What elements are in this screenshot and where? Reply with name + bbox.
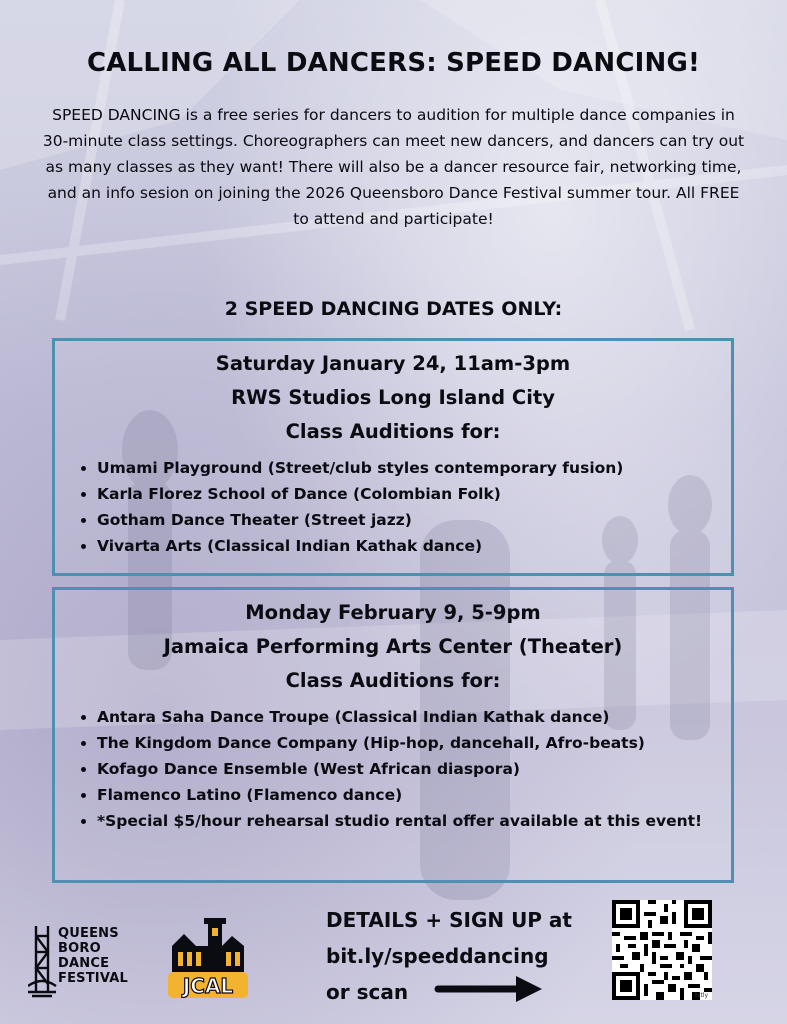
audition-list: [55, 704, 731, 834]
event-date: Saturday January 24, 11am-3pm: [215, 352, 571, 375]
list-item: • Flamenco Latino (Flamenco dance): [97, 782, 731, 808]
list-item: • Vivarta Arts (Classical Indian Kathak dance): [97, 533, 731, 559]
intro-paragraph: SPEED DANCING is a free series for dancers to audition for multiple dance companies in 30-minute class settings. Choreographers can meet new dancers, and dancers can try out as many classes as they want! There will also be a dancer resource fair, networking time, and an info sesion on joining the 2026 Queensboro Dance Festival summer tour. All FREE to attend and participate!: [42, 106, 745, 228]
logo-line: FESTIVAL: [58, 971, 128, 986]
dates-heading: 2 SPEED DANCING DATES ONLY:: [224, 298, 563, 320]
qr-label: bitly: [695, 992, 709, 999]
list-item: • Gotham Dance Theater (Street jazz): [97, 507, 731, 533]
logo-line: BORO: [58, 941, 101, 956]
event-date: Monday February 9, 5-9pm: [245, 601, 541, 624]
event-box-january: [52, 338, 734, 576]
logo-line: DANCE: [58, 956, 110, 971]
event-venue: RWS Studios Long Island City: [231, 386, 555, 409]
list-item: • Umami Playground (Street/club styles contemporary fusion): [97, 455, 731, 481]
list-item: • Karla Florez School of Dance (Colombian Folk): [97, 481, 731, 507]
event-venue: Jamaica Performing Arts Center (Theater): [163, 635, 623, 658]
logo-line: QUEENS: [58, 926, 119, 941]
queensboro-dance-festival-logo: [58, 926, 128, 986]
signup-line: DETAILS + SIGN UP at: [326, 908, 572, 932]
jcal-logo: [164, 918, 250, 998]
audition-list: [55, 455, 731, 559]
list-item: • Kofago Dance Ensemble (West African diaspora): [97, 756, 731, 782]
special-offer-note: • *Special $5/hour rehearsal studio rental offer available at this event!: [97, 808, 731, 834]
event-box-february: [52, 587, 734, 883]
signup-link[interactable]: bit.ly/speeddancing: [326, 944, 549, 968]
class-auditions-heading: Class Auditions for:: [285, 420, 501, 443]
signup-scan-text: or scan: [326, 980, 409, 1004]
list-item: • Antara Saha Dance Troupe (Classical Indian Kathak dance): [97, 704, 731, 730]
page-title: CALLING ALL DANCERS: SPEED DANCING!: [86, 48, 701, 78]
jcal-logo-text: JCAL: [182, 974, 234, 998]
qr-code-icon[interactable]: [612, 900, 712, 1000]
class-auditions-heading: Class Auditions for:: [285, 669, 501, 692]
right-arrow-icon: [434, 974, 544, 1004]
footer: [0, 890, 787, 1024]
list-item: • The Kingdom Dance Company (Hip-hop, dancehall, Afro-beats): [97, 730, 731, 756]
